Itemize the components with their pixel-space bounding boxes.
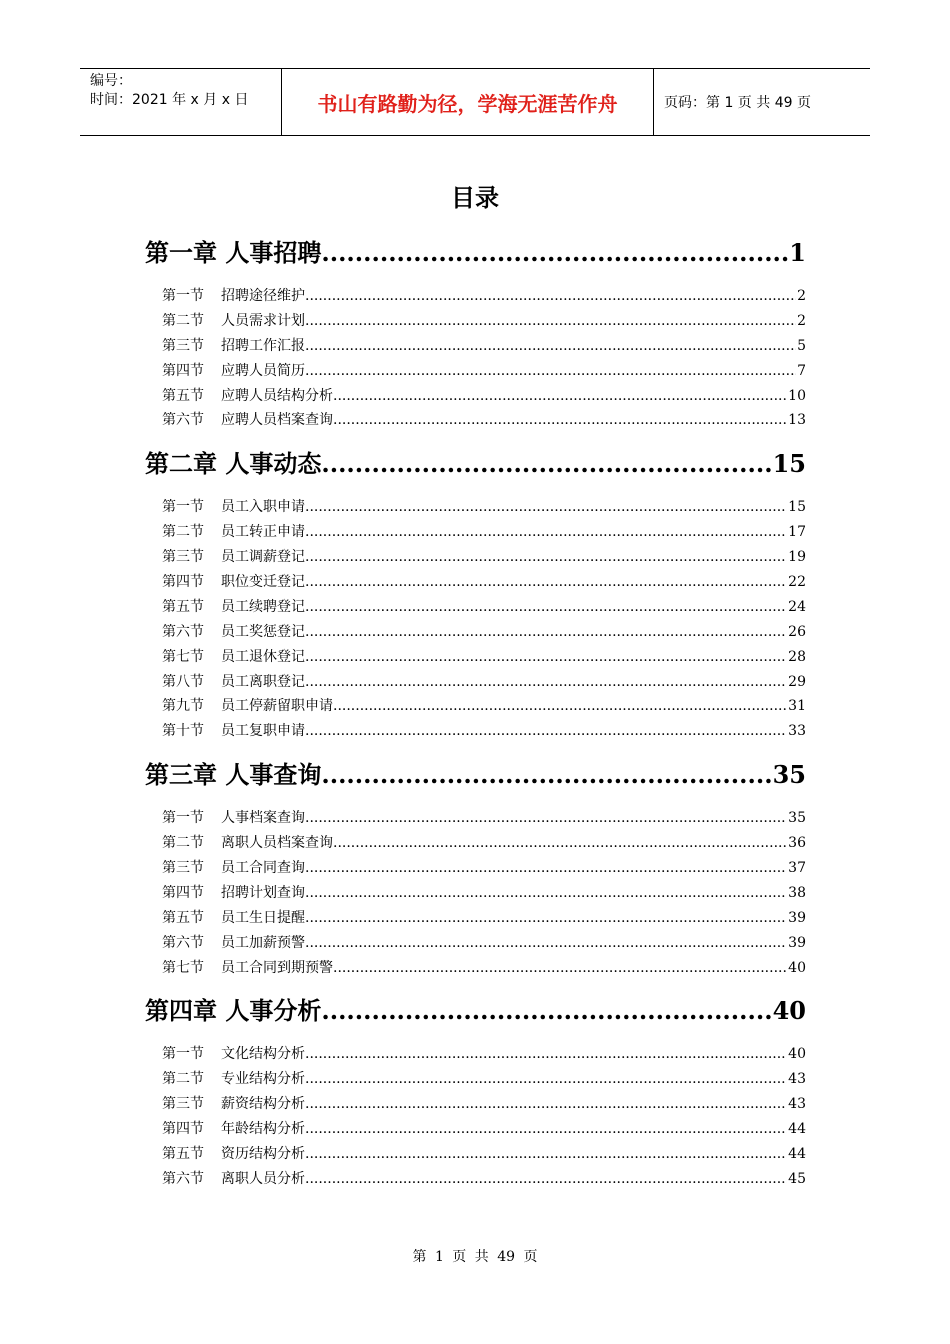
section-number: 第四节 xyxy=(162,574,204,591)
section-page: 36 xyxy=(788,835,806,852)
section-number: 第三节 xyxy=(162,549,204,566)
toc-chapter-entry[interactable] xyxy=(145,988,806,1034)
chapter-page: 15 xyxy=(772,449,806,479)
section-number: 第六节 xyxy=(162,623,204,640)
section-number: 第七节 xyxy=(162,648,204,665)
section-title: 人员需求计划 xyxy=(221,312,305,329)
toc-section-entry[interactable] xyxy=(145,309,806,334)
section-page: 2 xyxy=(797,312,806,329)
toc-section-entry[interactable] xyxy=(145,1142,806,1167)
section-title: 应聘人员结构分析 xyxy=(221,387,333,404)
section-page: 29 xyxy=(788,673,806,690)
section-page: 5 xyxy=(797,337,806,354)
dot-leader xyxy=(305,1117,787,1142)
toc-chapter-entry[interactable] xyxy=(145,441,806,487)
dot-leader xyxy=(305,359,796,384)
section-title: 招聘计划查询 xyxy=(221,884,305,901)
dot-leader xyxy=(305,545,787,570)
toc-section-entry[interactable] xyxy=(145,595,806,620)
dot-leader xyxy=(305,856,787,881)
header-motto: 书山有路勤为径，学海无涯苦作舟 xyxy=(282,69,654,135)
section-page: 44 xyxy=(788,1146,806,1163)
page-footer: 第 1 页 共 49 页 xyxy=(412,1249,538,1265)
toc-section-entry[interactable] xyxy=(145,1042,806,1067)
toc-section-entry[interactable] xyxy=(145,931,806,956)
section-title: 离职人员分析 xyxy=(221,1170,305,1187)
dot-leader xyxy=(305,595,787,620)
section-number: 第四节 xyxy=(162,1121,204,1138)
dot-leader xyxy=(305,1092,787,1117)
toc-section-entry[interactable] xyxy=(145,1117,806,1142)
dot-leader xyxy=(305,284,796,309)
chapter-page: 40 xyxy=(772,996,806,1026)
toc-section-entry[interactable] xyxy=(145,694,806,719)
section-title: 员工离职登记 xyxy=(221,673,305,690)
dot-leader xyxy=(321,752,772,798)
section-title: 员工调薪登记 xyxy=(221,549,305,566)
header-meta xyxy=(80,69,282,135)
section-page: 38 xyxy=(788,884,806,901)
section-title: 职位变迁登记 xyxy=(221,574,305,591)
section-title: 员工生日提醒 xyxy=(221,909,305,926)
section-page: 35 xyxy=(788,810,806,827)
toc-title: 目录 xyxy=(451,184,499,212)
dot-leader xyxy=(305,645,787,670)
section-number: 第二节 xyxy=(162,312,204,329)
section-number: 第六节 xyxy=(162,412,204,429)
section-page: 24 xyxy=(788,598,806,615)
toc-section-entry[interactable] xyxy=(145,856,806,881)
section-page: 15 xyxy=(788,499,806,516)
dot-leader xyxy=(333,384,787,409)
toc-section-entry[interactable] xyxy=(145,806,806,831)
section-number: 第二节 xyxy=(162,1071,204,1088)
dot-leader xyxy=(321,988,772,1034)
dot-leader xyxy=(333,408,787,433)
section-number: 第三节 xyxy=(162,337,204,354)
section-title: 员工停薪留职申请 xyxy=(221,698,333,715)
section-title: 年龄结构分析 xyxy=(221,1121,305,1138)
section-number: 第一节 xyxy=(162,499,204,516)
toc-chapter-entry[interactable] xyxy=(145,230,806,276)
section-number: 第九节 xyxy=(162,698,204,715)
section-title: 员工加薪预警 xyxy=(221,934,305,951)
toc-section-entry[interactable] xyxy=(145,719,806,744)
section-title: 员工入职申请 xyxy=(221,499,305,516)
dot-leader xyxy=(305,719,787,744)
section-number: 第五节 xyxy=(162,387,204,404)
dot-leader xyxy=(305,334,796,359)
section-title: 员工合同查询 xyxy=(221,860,305,877)
chapter-spacer xyxy=(145,1192,806,1200)
section-page: 39 xyxy=(788,909,806,926)
dot-leader xyxy=(305,806,787,831)
toc-section-entry[interactable] xyxy=(145,1167,806,1192)
toc-section-entry[interactable] xyxy=(145,881,806,906)
dot-leader xyxy=(333,956,787,981)
section-title: 人事档案查询 xyxy=(221,810,305,827)
dot-leader xyxy=(305,1142,787,1167)
section-page: 10 xyxy=(788,387,806,404)
section-number: 第二节 xyxy=(162,524,204,541)
section-title: 招聘途径维护 xyxy=(221,288,305,304)
section-number: 第七节 xyxy=(162,959,204,976)
section-page: 44 xyxy=(788,1121,806,1138)
section-number: 第八节 xyxy=(162,673,204,690)
dot-leader xyxy=(305,1167,787,1192)
chapter-page: 35 xyxy=(772,760,806,790)
section-number: 第一节 xyxy=(162,288,204,304)
section-title: 员工续聘登记 xyxy=(221,598,305,615)
section-page: 2 xyxy=(797,288,806,304)
section-page: 7 xyxy=(797,362,806,379)
chapter-title: 第一章 人事招聘 xyxy=(145,238,322,267)
chapter-spacer xyxy=(145,433,806,441)
chapter-spacer xyxy=(145,744,806,752)
section-number: 第一节 xyxy=(162,1046,204,1063)
section-number: 第三节 xyxy=(162,1096,204,1113)
chapter-spacer xyxy=(145,980,806,988)
toc-section-entry[interactable] xyxy=(145,408,806,433)
dot-leader xyxy=(305,906,787,931)
section-number: 第一节 xyxy=(162,810,204,827)
section-title: 员工复职申请 xyxy=(221,723,305,740)
dot-leader xyxy=(305,570,787,595)
section-title: 员工合同到期预警 xyxy=(221,959,333,976)
section-number: 第二节 xyxy=(162,835,204,852)
header-page-info: 页码：第 1 页 共 49 页 xyxy=(664,95,811,111)
section-page: 45 xyxy=(788,1170,806,1187)
section-page: 22 xyxy=(788,574,806,591)
dot-leader xyxy=(305,1067,787,1092)
section-number: 第十节 xyxy=(162,723,204,740)
toc-section-entry[interactable] xyxy=(145,359,806,384)
section-page: 17 xyxy=(788,524,806,541)
section-title: 应聘人员简历 xyxy=(221,362,305,379)
section-page: 40 xyxy=(788,1046,806,1063)
toc-section-entry[interactable] xyxy=(145,1092,806,1117)
section-title: 薪资结构分析 xyxy=(221,1096,305,1113)
dot-leader xyxy=(305,931,787,956)
section-page: 43 xyxy=(788,1096,806,1113)
chapter-title: 第三章 人事查询 xyxy=(145,760,322,790)
dot-leader xyxy=(305,881,787,906)
toc-section-entry[interactable] xyxy=(145,284,806,309)
toc-section-entry[interactable] xyxy=(145,570,806,595)
section-title: 员工转正申请 xyxy=(221,524,305,541)
toc-section-entry[interactable] xyxy=(145,645,806,670)
toc-section-entry[interactable] xyxy=(145,334,806,359)
toc-section-entry[interactable] xyxy=(145,520,806,545)
number-label: 编号： xyxy=(90,73,132,89)
section-number: 第四节 xyxy=(162,884,204,901)
toc-section-entry[interactable] xyxy=(145,384,806,409)
section-number: 第三节 xyxy=(162,860,204,877)
section-page: 39 xyxy=(788,934,806,951)
toc-section-entry[interactable] xyxy=(145,670,806,695)
table-of-contents xyxy=(145,230,806,1200)
dot-leader xyxy=(321,441,772,487)
section-number: 第六节 xyxy=(162,1170,204,1187)
section-title: 应聘人员档案查询 xyxy=(221,412,333,429)
section-title: 员工奖惩登记 xyxy=(221,623,305,640)
section-title: 离职人员档案查询 xyxy=(221,835,333,852)
section-number: 第六节 xyxy=(162,934,204,951)
section-page: 31 xyxy=(788,698,806,715)
section-page: 37 xyxy=(788,860,806,877)
dot-leader xyxy=(305,309,796,334)
page-header xyxy=(80,68,870,136)
dot-leader xyxy=(305,620,787,645)
section-title: 资历结构分析 xyxy=(221,1146,305,1163)
section-number: 第五节 xyxy=(162,909,204,926)
time-label: 时间：2021 年 x 月 x 日 xyxy=(90,92,249,108)
section-number: 第五节 xyxy=(162,598,204,615)
toc-chapter-entry[interactable] xyxy=(145,752,806,798)
dot-leader xyxy=(305,1042,787,1067)
toc-section-entry[interactable] xyxy=(145,906,806,931)
chapter-title: 第二章 人事动态 xyxy=(145,449,322,479)
section-title: 员工退休登记 xyxy=(221,648,305,665)
dot-leader xyxy=(305,670,787,695)
section-page: 40 xyxy=(788,959,806,976)
chapter-title: 第四章 人事分析 xyxy=(145,996,322,1026)
toc-section-entry[interactable] xyxy=(145,545,806,570)
toc-section-entry[interactable] xyxy=(145,495,806,520)
dot-leader xyxy=(305,495,787,520)
section-number: 第五节 xyxy=(162,1146,204,1163)
section-title: 专业结构分析 xyxy=(221,1071,305,1088)
section-page: 33 xyxy=(788,723,806,740)
section-page: 13 xyxy=(788,412,806,429)
toc-section-entry[interactable] xyxy=(145,831,806,856)
section-page: 43 xyxy=(788,1071,806,1088)
dot-leader xyxy=(321,230,789,276)
toc-section-entry[interactable] xyxy=(145,1067,806,1092)
section-title: 招聘工作汇报 xyxy=(221,337,305,354)
section-page: 28 xyxy=(788,648,806,665)
dot-leader xyxy=(333,831,787,856)
dot-leader xyxy=(333,694,787,719)
section-page: 26 xyxy=(788,623,806,640)
toc-section-entry[interactable] xyxy=(145,956,806,981)
dot-leader xyxy=(305,520,787,545)
section-number: 第四节 xyxy=(162,362,204,379)
chapter-page: 1 xyxy=(789,238,806,267)
toc-section-entry[interactable] xyxy=(145,620,806,645)
section-title: 文化结构分析 xyxy=(221,1046,305,1063)
section-page: 19 xyxy=(788,549,806,566)
